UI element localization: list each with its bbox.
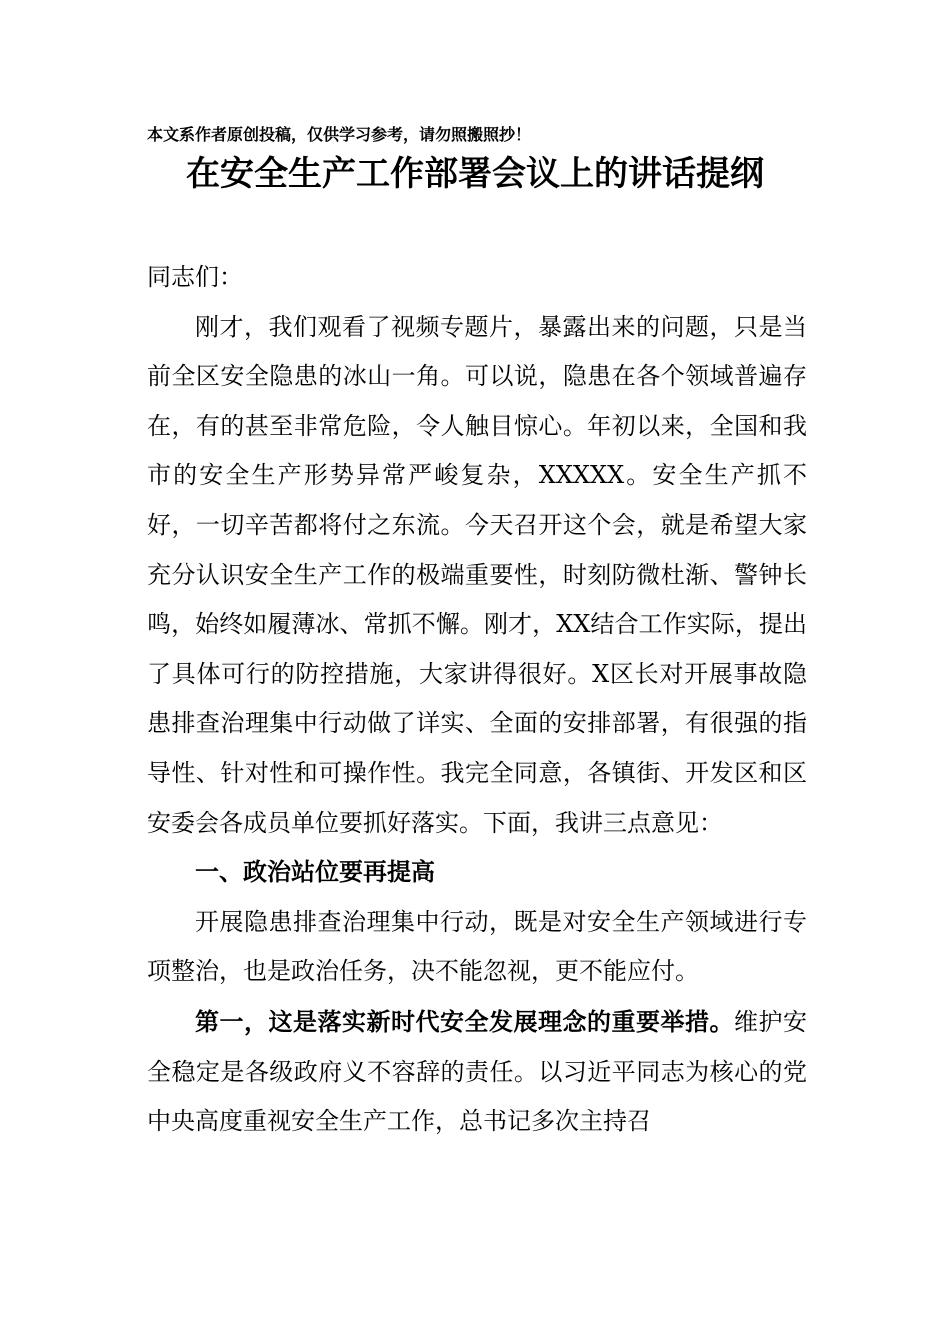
section-heading-1: 一、政治站位要再提高 (195, 858, 435, 887)
paragraph-point1 (147, 997, 807, 1147)
salutation: 同志们： (147, 263, 243, 291)
document-title: 在安全生产工作部署会议上的讲话提纲 (186, 154, 764, 194)
document-body (147, 253, 807, 1147)
paragraph-section1: 开展隐患排查治理集中行动，既是对安全生产领域进行专项整治，也是政治任务，决不能忽视，更不能应付。 (147, 907, 807, 986)
copyright-notice: 本文系作者原创投稿，仅供学习参考，请勿照搬照抄！ (147, 125, 532, 144)
point1-lead: 第一，这是落实新时代安全发展理念的重要举措。 (195, 1006, 734, 1036)
paragraph-intro: 刚才，我们观看了视频专题片，暴露出来的问题，只是当前全区安全隐患的冰山一角。可以说，隐患在各个领域普遍存在，有的甚至非常危险，令人触目惊心。年初以来，全国和我市的安全生产形势异常严峻复杂，XXXXX。安全生产抓不好，一切辛苦都将付之东流。今天召开这个会，就是希望大家充分认识安全生产工作的极端重要性，时刻防微杜渐、警钟长鸣，始终如履薄冰、常抓不懈。刚才，XX结合工作实际，提出了具体可行的防控措施，大家讲得很好。X区长对开展事故隐患排查治理集中行动做了详实、全面的安排部署，有很强的指导性、针对性和可操作性。我完全同意，各镇街、开发区和区安委会各成员单位要抓好落实。下面，我讲三点意见： (147, 312, 807, 837)
point1-text: 维护安全稳定是各级政府义不容辞的责任。以习近平同志为核心的党中央高度重视安全生产工作，总书记多次主持召 (147, 1007, 807, 1136)
